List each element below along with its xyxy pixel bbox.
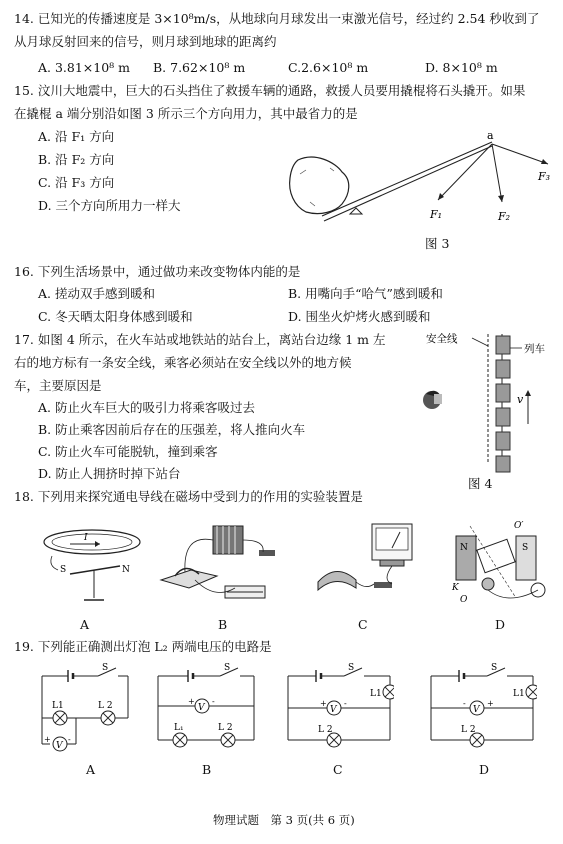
circuit-d-s: S xyxy=(491,663,498,673)
q15-option-d: D. 三个方向所用力一样大 xyxy=(38,198,181,213)
q15-stem-line1: 15. 汶川大地震中，巨大的石头挡住了救援车辆的通路，救援人员要用撬棍将石头撬开。如果 xyxy=(14,83,526,98)
f3-arrow-head xyxy=(541,159,548,164)
q18-stem: 18. 下列用来探究通电导线在磁场中受到力的作用的实验装置是 xyxy=(14,489,363,504)
circuit-b-minus: - xyxy=(212,697,215,706)
circuit-a-minus: - xyxy=(68,735,71,744)
f3-arrow-line xyxy=(492,144,548,164)
fig-d-n: N xyxy=(460,543,468,553)
fig-d-o: O xyxy=(460,595,468,605)
q14-option-b: B. 7.62×10⁸ m xyxy=(153,60,246,75)
figure-4-platform xyxy=(412,328,557,476)
circuit-c-minus: - xyxy=(344,699,347,708)
circuit-d-minus: - xyxy=(463,699,466,708)
circuit-b-l1: L₁ xyxy=(174,723,184,733)
q15-option-a: A. 沿 F₁ 方向 xyxy=(38,129,115,144)
q18-figure-a xyxy=(40,520,150,610)
f2-arrow-head xyxy=(498,195,504,202)
circuit-b-v: V xyxy=(198,703,205,713)
f2-arrow-line xyxy=(492,144,502,202)
q19-stem: 19. 下列能正确测出灯泡 L₂ 两端电压的电路是 xyxy=(14,639,272,654)
q19-circuit-c xyxy=(282,662,394,756)
label-safety-line: 安全线 xyxy=(426,333,458,345)
circuit-b-s: S xyxy=(224,663,231,673)
q17-option-c: C. 防止火车可能脱轨，撞到乘客 xyxy=(38,444,218,459)
q15-stem-line2: 在撬棍 a 端分别沿如图 3 所示三个方向用力，其中最省力的是 xyxy=(14,106,358,121)
q18-label-c: C xyxy=(358,617,368,632)
q17-option-b: B. 防止乘客因前后存在的压强差，将人推向火车 xyxy=(38,422,306,437)
circuit-c-v: V xyxy=(330,705,337,715)
label-f1: F₁ xyxy=(430,208,443,221)
q14-option-a: A. 3.81×10⁸ m xyxy=(38,60,131,75)
q19-label-b: B xyxy=(202,762,212,777)
q14-option-d: D. 8×10⁸ m xyxy=(425,60,498,75)
q17-stem-line1: 17. 如图 4 所示，在火车站或地铁站的站台上，离站台边缘 1 m 左 xyxy=(14,332,386,347)
rock-texture xyxy=(300,168,334,206)
circuit-c-plus: + xyxy=(320,699,327,708)
circuit-a-l1: L1 xyxy=(52,701,64,711)
fig-a-s: S xyxy=(60,565,67,575)
q18-label-d: D xyxy=(495,617,506,632)
figure-3-lever xyxy=(280,132,555,254)
q16-option-c: C. 冬天晒太阳身体感到暖和 xyxy=(38,309,193,324)
fig-a-current: I xyxy=(84,533,88,543)
circuit-c-l2: L 2 xyxy=(318,725,333,735)
f1-arrow-line xyxy=(438,144,492,200)
q17-stem-line3: 车，主要原因是 xyxy=(14,378,102,393)
q16-stem: 16. 下列生活场景中，通过做功来改变物体内能的是 xyxy=(14,264,301,279)
label-a: a xyxy=(487,132,494,142)
circuit-a-l2: L 2 xyxy=(98,701,113,711)
circuit-d-v: V xyxy=(473,705,480,715)
q19-label-a: A xyxy=(86,762,96,777)
passenger-icon xyxy=(423,391,442,409)
q16-option-a: A. 搓动双手感到暖和 xyxy=(38,286,155,301)
fig-d-s: S xyxy=(522,543,529,553)
q18-figure-c xyxy=(310,520,420,612)
q14-stem-line1: 14. 已知光的传播速度是 3×10⁸m/s，从地球向月球发出一束激光信号，经过约 2.54 秒收到了 xyxy=(14,11,540,26)
q15-option-b: B. 沿 F₂ 方向 xyxy=(38,152,115,167)
circuit-c-s: S xyxy=(348,663,355,673)
fig-a-n: N xyxy=(122,565,130,575)
q19-circuit-a xyxy=(28,662,140,756)
circuit-c-l1: L1 xyxy=(370,689,382,699)
label-v: v xyxy=(517,393,524,406)
q18-figure-d xyxy=(450,518,556,610)
q19-circuit-d xyxy=(425,662,537,756)
circuit-b-plus: + xyxy=(188,697,195,706)
q16-option-d: D. 围坐火炉烤火感到暖和 xyxy=(288,309,431,324)
train-cars xyxy=(496,336,510,472)
page-footer: 物理试题 第 3 页(共 6 页) xyxy=(213,813,355,827)
label-f2: F₂ xyxy=(498,210,511,223)
figure-3-caption: 图 3 xyxy=(425,236,450,251)
q14-option-c: C.2.6×10⁸ m xyxy=(288,60,369,75)
q18-label-a: A xyxy=(80,617,90,632)
q19-label-d: D xyxy=(479,762,490,777)
circuit-d-plus: + xyxy=(487,699,494,708)
fig-d-o1: O′ xyxy=(514,521,524,531)
circuit-d-l1: L1 xyxy=(513,689,525,699)
circuit-b-l2: L 2 xyxy=(218,723,233,733)
q17-stem-line2: 右的地方标有一条安全线，乘客必须站在安全线以外的地方候 xyxy=(14,355,352,370)
fig-d-k: K xyxy=(452,583,459,593)
figure-4-caption: 图 4 xyxy=(468,476,493,491)
q18-label-b: B xyxy=(218,617,228,632)
circuit-d-l2: L 2 xyxy=(461,725,476,735)
q19-label-c: C xyxy=(333,762,343,777)
q17-option-a: A. 防止火车巨大的吸引力将乘客吸过去 xyxy=(38,400,255,415)
rock-shape xyxy=(290,157,349,213)
q14-stem-line2: 从月球反射回来的信号，则月球到地球的距离约 xyxy=(14,34,277,49)
q19-circuit-b xyxy=(150,662,262,756)
circuit-a-v: V xyxy=(56,741,63,751)
circuit-a-s: S xyxy=(102,663,109,673)
q17-option-d: D. 防止人拥挤时掉下站台 xyxy=(38,466,181,481)
circuit-a-plus: + xyxy=(44,735,51,744)
q18-figure-b xyxy=(155,520,290,612)
label-f3: F₃ xyxy=(538,170,551,183)
q16-option-b: B. 用嘴向手“哈气”感到暖和 xyxy=(288,286,443,301)
label-train: 列车 xyxy=(524,343,545,355)
q15-option-c: C. 沿 F₃ 方向 xyxy=(38,175,115,190)
